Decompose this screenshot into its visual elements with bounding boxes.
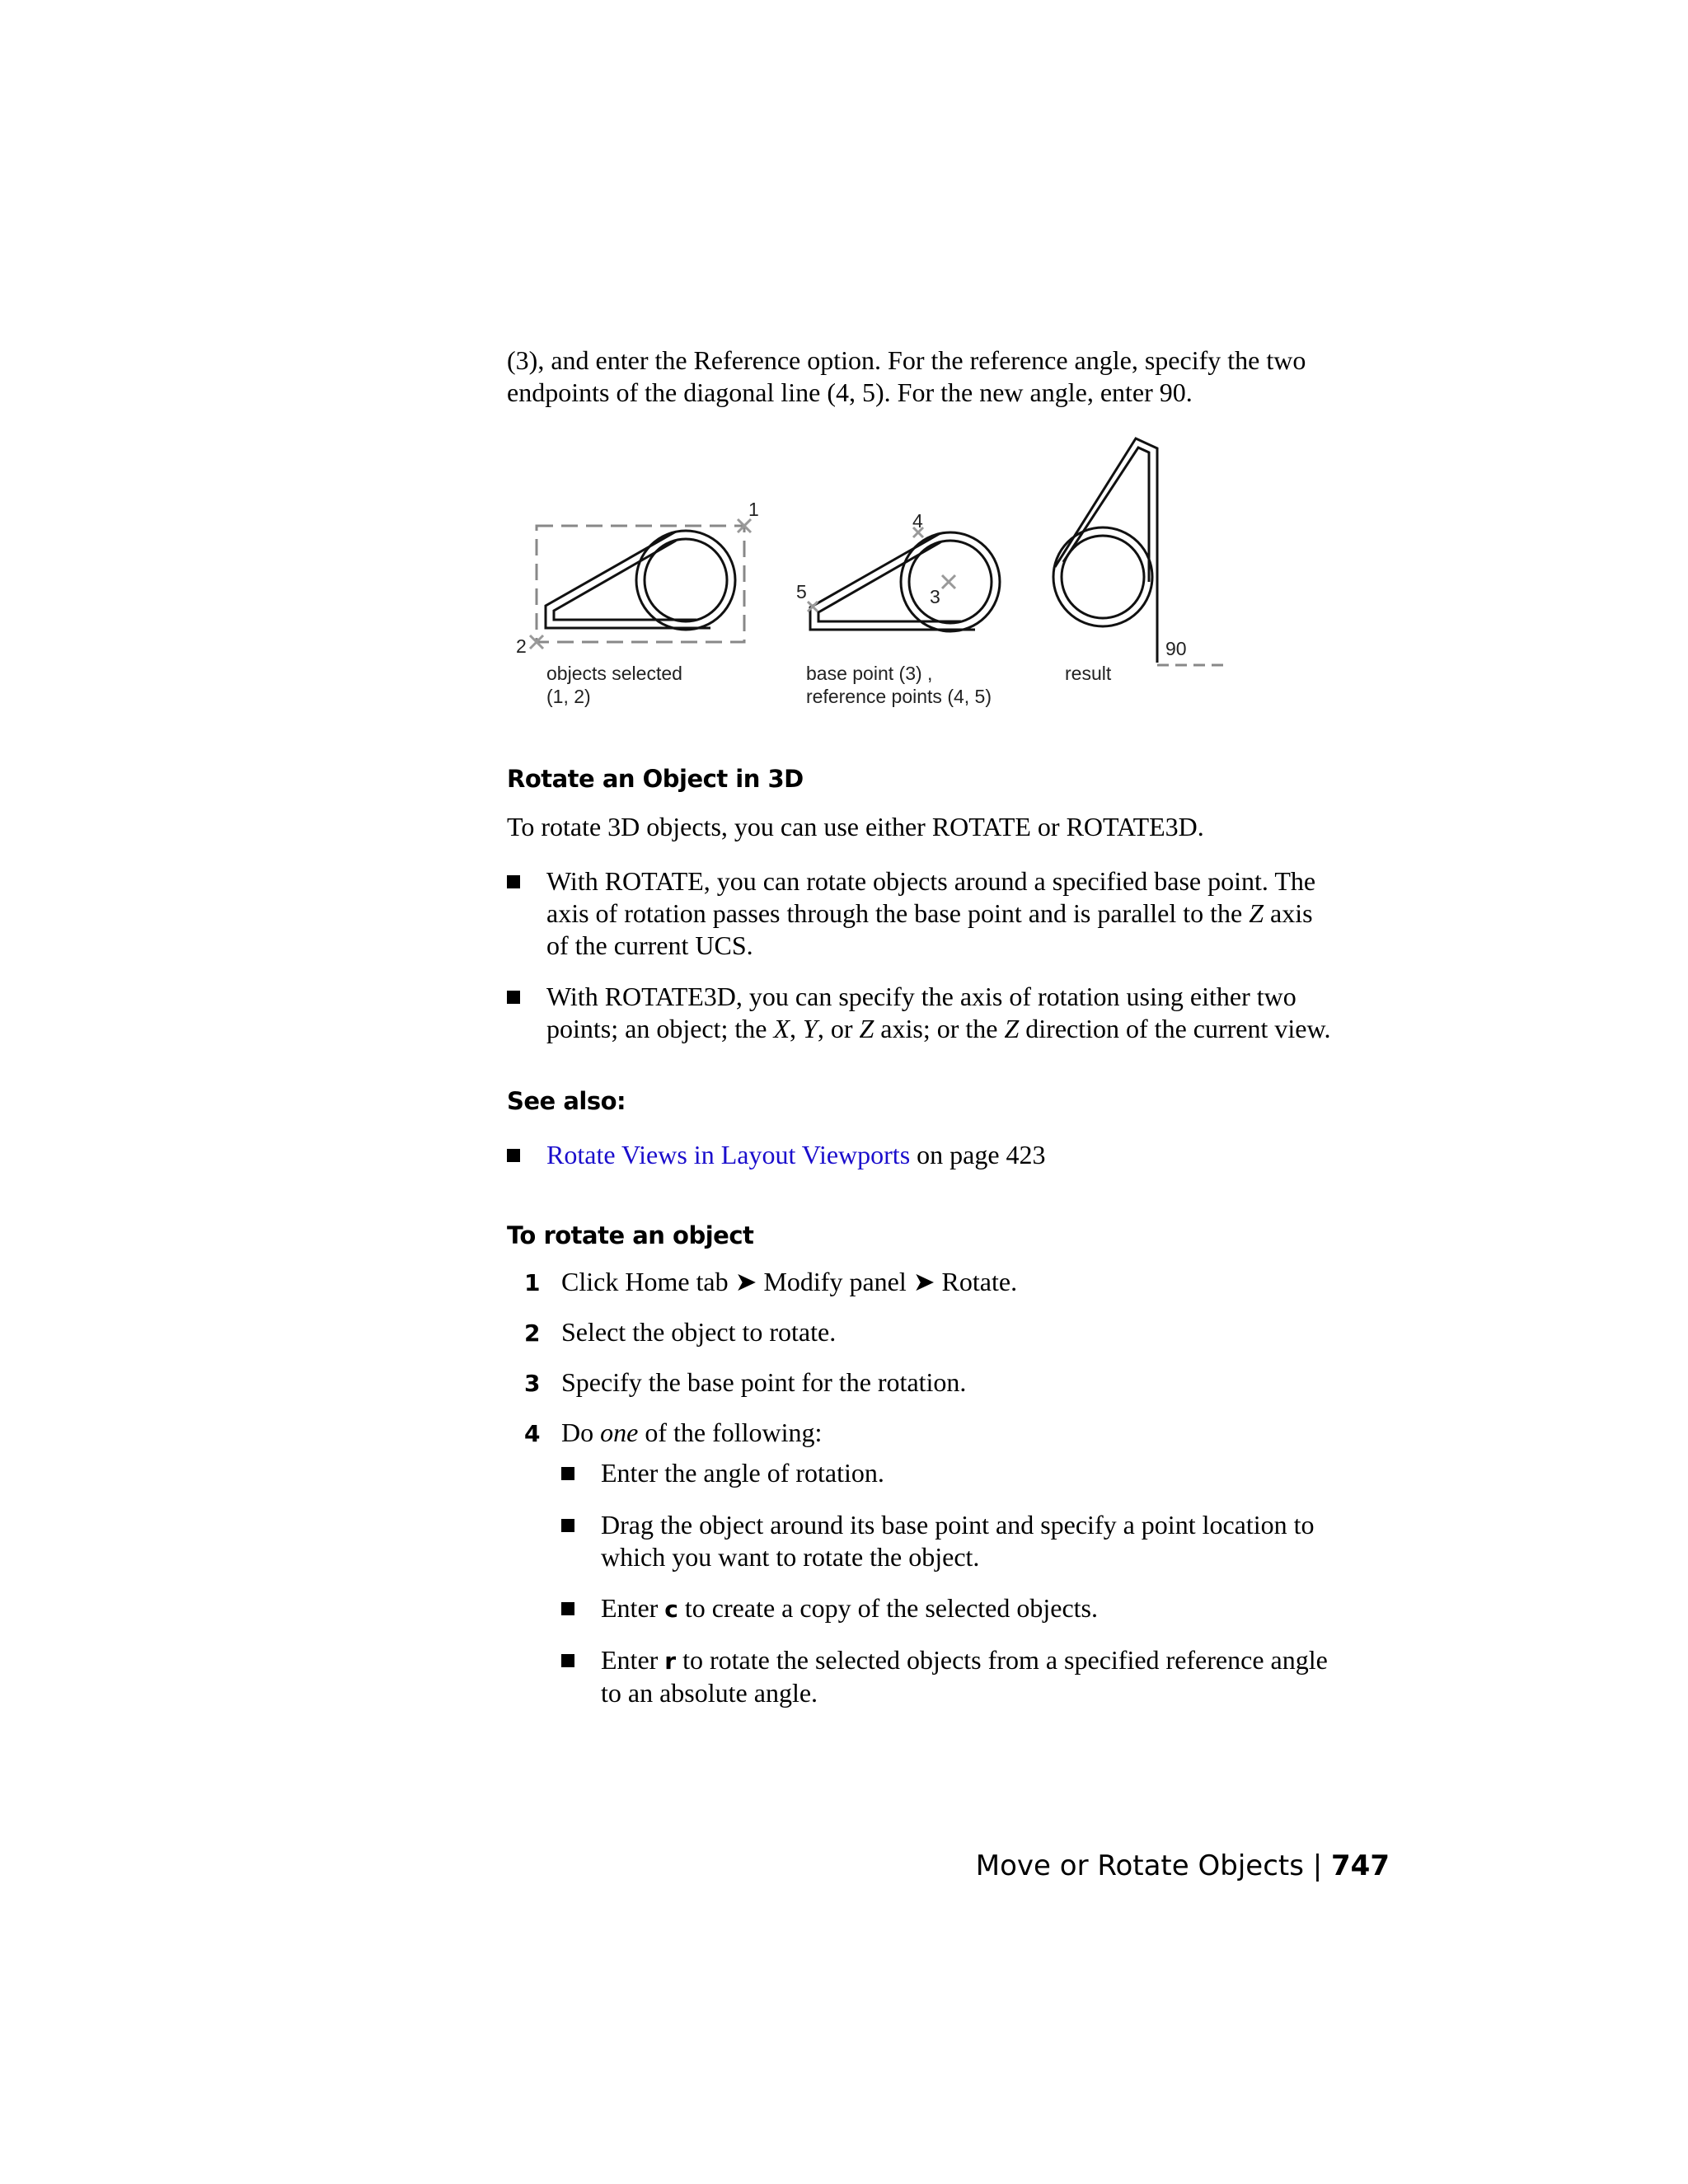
sub-option-reference	[601, 1644, 1328, 1709]
step-1: Click Home tab ➤ Modify panel ➤ Rotate.	[561, 1267, 1018, 1296]
bullet-rotate-line-1: With ROTATE, you can rotate objects around a specified base point. The	[546, 866, 1316, 896]
see-also-item	[546, 1139, 1046, 1171]
step-number-2: 2	[524, 1319, 541, 1347]
sub-option-angle: Enter the angle of rotation.	[601, 1458, 884, 1488]
bullet-marker	[561, 1654, 574, 1667]
sub-option-copy: Enter c to create a copy of the selected objects.	[601, 1593, 1098, 1623]
caption-1-line-1: objects selected	[546, 663, 682, 684]
bullet-rotate3d	[546, 981, 1331, 1045]
see-also-heading: See also:	[507, 1087, 626, 1115]
procedure-heading: To rotate an object	[507, 1221, 754, 1249]
intro-paragraph	[507, 344, 1306, 409]
object-1	[546, 531, 735, 630]
rotate-views-link[interactable]: Rotate Views in Layout Viewports	[546, 1140, 911, 1169]
bullet-rotate3d-line-1: With ROTATE3D, you can specify the axis of rotation using either two	[546, 982, 1296, 1011]
caption-3: result	[1065, 663, 1112, 684]
sub-option-drag-line-2: which you want to rotate the object.	[601, 1542, 980, 1572]
sub-option-reference-line-2: to an absolute angle.	[601, 1678, 818, 1708]
bullet-marker	[507, 875, 520, 888]
footer-title: Move or Rotate Objects	[975, 1849, 1304, 1882]
section-3d-intro: To rotate 3D objects, you can use either ROTATE or ROTATE3D.	[507, 812, 1204, 841]
caption-2-line-1: base point (3) ,	[806, 663, 933, 684]
bullet-rotate-line-3: of the current UCS.	[546, 930, 753, 960]
bullet-marker	[561, 1602, 574, 1615]
step-2: Select the object to rotate.	[561, 1317, 837, 1347]
fig-label-5: 5	[796, 581, 807, 602]
intro-line-1: (3), and enter the Reference option. For the reference angle, specify the two	[507, 345, 1306, 375]
step-4: Do one of the following:	[561, 1418, 823, 1447]
sub-option-drag-line-1: Drag the object around its base point and specify a point location to	[601, 1510, 1315, 1540]
step-number-4: 4	[524, 1420, 541, 1447]
sub-option-reference-line-1: Enter r to rotate the selected objects from a specified reference angle	[601, 1645, 1328, 1675]
page-number: 747	[1331, 1849, 1390, 1882]
caption-2-line-2: reference points (4, 5)	[806, 686, 992, 707]
bullet-marker	[507, 991, 520, 1004]
bullet-rotate-line-2: axis of rotation passes through the base point and is parallel to the Z axis	[546, 898, 1313, 928]
sub-option-drag	[601, 1509, 1315, 1573]
fig-label-90: 90	[1165, 638, 1187, 659]
base-point-mark	[942, 575, 955, 588]
section-heading-3d: Rotate an Object in 3D	[507, 765, 804, 793]
object-2	[810, 532, 1000, 631]
selection-window	[537, 526, 744, 642]
fig-label-3: 3	[930, 586, 940, 607]
step-number-3: 3	[524, 1370, 541, 1397]
bullet-rotate	[546, 865, 1315, 962]
fig-label-4: 4	[912, 510, 923, 532]
bullet-marker	[561, 1467, 574, 1480]
footer-separator: |	[1303, 1849, 1332, 1882]
bullet-marker	[507, 1149, 520, 1162]
rotation-figure	[495, 429, 1236, 717]
see-also-page-ref: on page 423	[910, 1140, 1046, 1169]
page-footer	[976, 1849, 1390, 1882]
bullet-marker	[561, 1519, 574, 1532]
fig-label-2: 2	[516, 635, 527, 657]
object-3-result	[1053, 438, 1157, 626]
bullet-rotate3d-line-2: points; an object; the X, Y, or Z axis; or the Z direction of the current view.	[546, 1014, 1331, 1043]
caption-1-line-2: (1, 2)	[546, 686, 591, 707]
fig-label-1: 1	[748, 499, 759, 520]
step-number-1: 1	[524, 1269, 541, 1296]
intro-line-2: endpoints of the diagonal line (4, 5). For the new angle, enter 90.	[507, 377, 1193, 407]
step-3: Specify the base point for the rotation.	[561, 1367, 967, 1397]
